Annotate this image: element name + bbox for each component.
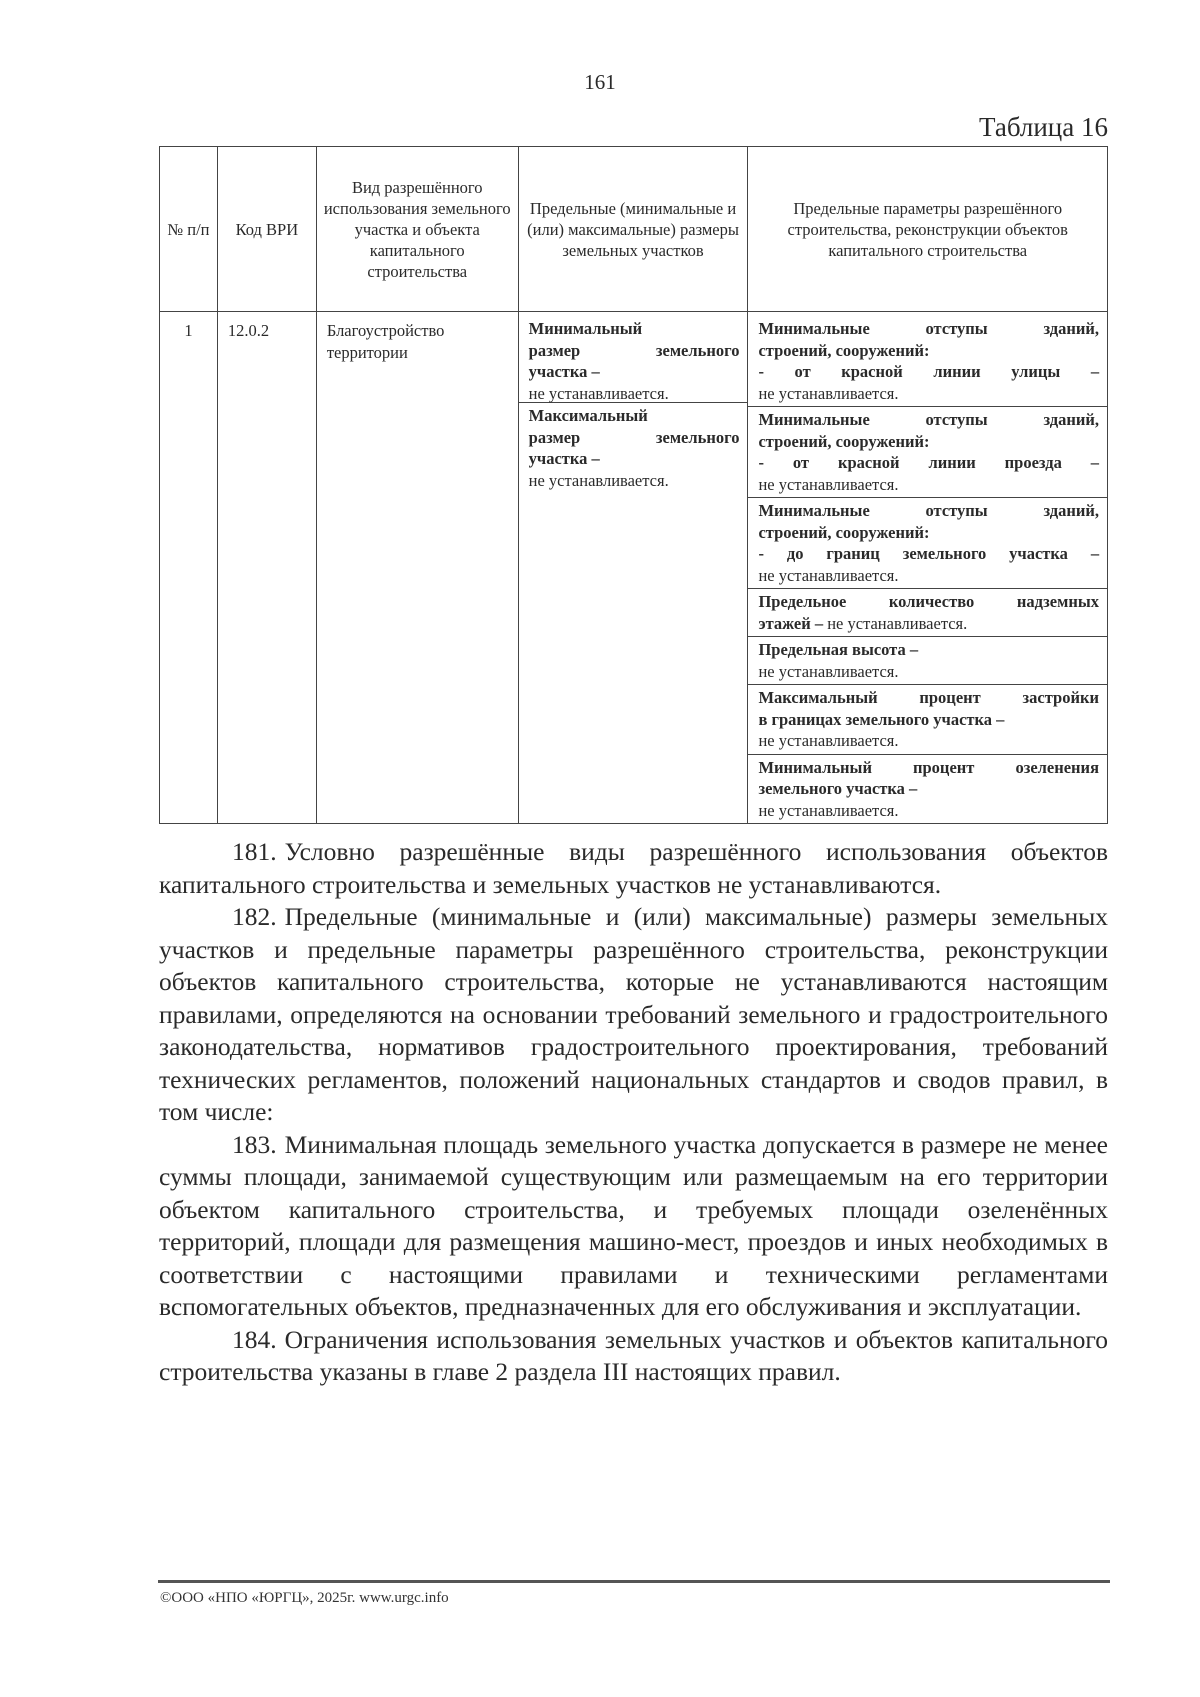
size-min-line3: участка – xyxy=(528,362,600,381)
page-number: 161 xyxy=(584,70,616,94)
table-row xyxy=(160,312,1108,824)
param-block-street: Минимальные отступы зданий, строений, сооружений: - от красной линии улицы – не устанавливается. xyxy=(758,319,1100,403)
body-text xyxy=(159,836,1108,1389)
cell-type: Благоустройство территории xyxy=(316,312,518,824)
paragraph-184: 184. Ограничения использования земельных участков и объектов капитального строительства указаны в главе 2 раздела III настоящих правил. xyxy=(159,1324,1108,1386)
size-max-line2: размер земельного xyxy=(528,427,740,447)
size-block-min xyxy=(519,312,748,402)
param-block-boundaries: Минимальные отступы зданий, строений, сооружений: - до границ земельного участка – не устанавливается. xyxy=(748,497,1107,588)
cell-sizes xyxy=(518,312,748,824)
paragraph-182: 182. Предельные (минимальные и (или) максимальные) размеры земельных участков и предельные параметры разрешённого строительства, реконструкции объектов капитального строительства, которые не устанавливаются настоящим правилами, определяются на основании требований земельного и градостроительного законодательства, нормативов градостроительного проектирования, требований технических регламентов, положений национальных стандартов и сводов правил, в том числе: xyxy=(159,902,1108,1126)
header-type: Вид разрешённого использования земельного участка и объекта капитального строительства xyxy=(316,147,518,312)
cell-no: 1 xyxy=(160,312,218,824)
size-min-line2: размер земельного xyxy=(528,340,740,360)
paragraph-181: 181. Условно разрешённые виды разрешённого использования объектов капитального строительства и земельных участков не устанавливаются. xyxy=(159,837,1108,899)
cell-code: 12.0.2 xyxy=(217,312,316,824)
size-max-title: Максимальный xyxy=(528,406,648,425)
table-header-row xyxy=(160,147,1108,312)
param-block-coverage: Максимальный процент застройки в границах земельного участка – не устанавливается. xyxy=(748,684,1107,754)
size-max-line3: участка – xyxy=(528,449,600,468)
table-caption: Таблица 16 xyxy=(979,112,1108,142)
param-block-driveway: Минимальные отступы зданий, строений, сооружений: - от красной линии проезда – не устанавливается. xyxy=(748,406,1107,497)
param-block-floors: Предельное количество надземных этажей – не устанавливается. xyxy=(748,588,1107,636)
header-params: Предельные параметры разрешённого строительства, реконструкции объектов капитального строительства xyxy=(748,147,1108,312)
size-min-value: не устанавливается. xyxy=(528,383,669,403)
footer-copyright: ©ООО «НПО «ЮРГЦ», 2025г. www.urgc.info xyxy=(160,1590,449,1606)
size-block-max xyxy=(519,402,748,493)
header-sizes: Предельные (минимальные и (или) максимальные) размеры земельных участков xyxy=(518,147,748,312)
regulations-table xyxy=(159,146,1108,824)
cell-params xyxy=(748,312,1108,824)
paragraph-183: 183. Минимальная площадь земельного участка допускается в размере не менее суммы площади, занимаемой существующим или размещаемым на его территории объектом капитального строительства, и требуемых площади озеленённых территорий, площади для размещения машино-мест, проездов и иных необходимых в соответствии с настоящими правилами и техническими регламентами вспомогательных объектов, предназначенных для его обслуживания и эксплуатации. xyxy=(159,1129,1108,1321)
param-block-height: Предельная высота – не устанавливается. xyxy=(748,636,1107,684)
size-min-title: Минимальный xyxy=(528,319,643,338)
param-block-greening: Минимальный процент озеленения земельного участка – не устанавливается. xyxy=(748,754,1107,824)
size-max-value: не устанавливается. xyxy=(528,470,669,490)
header-no: № п/п xyxy=(160,147,218,312)
footer-divider xyxy=(158,1580,1110,1583)
header-code: Код ВРИ xyxy=(217,147,316,312)
